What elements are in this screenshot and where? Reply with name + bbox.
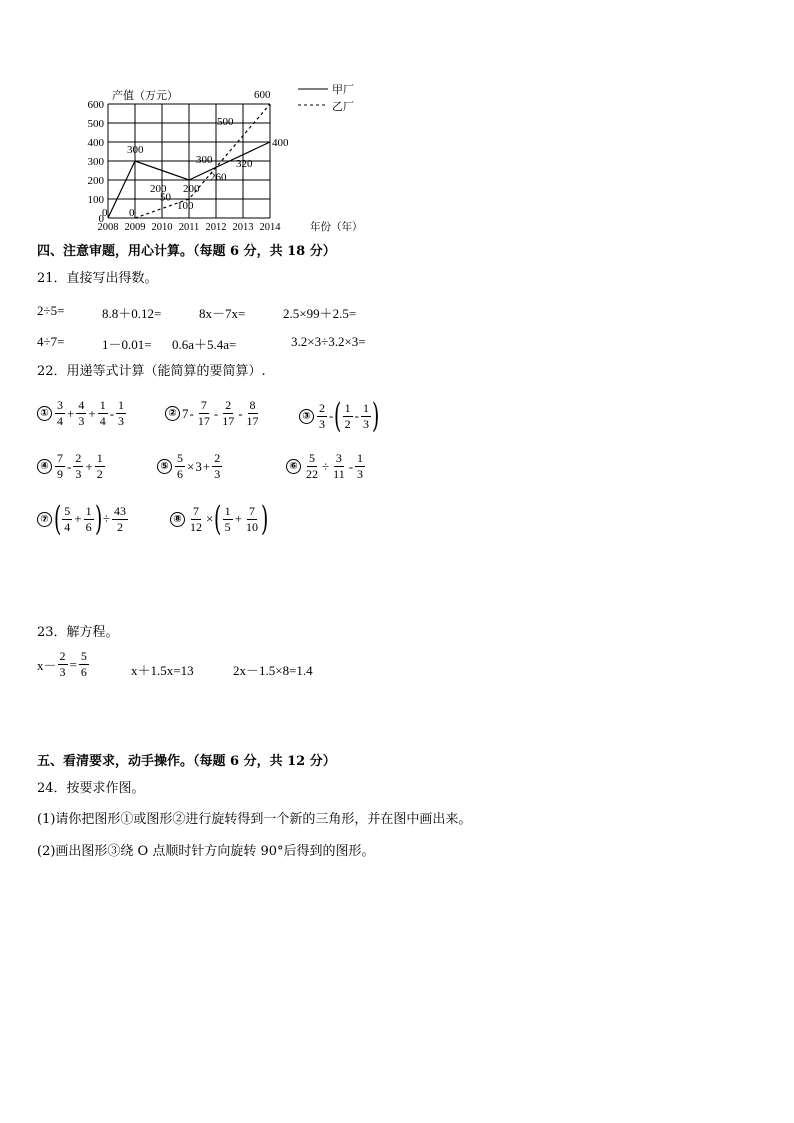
data-label: 300: [127, 144, 144, 156]
y-tick-label: 300: [87, 156, 104, 168]
q24-part-2: (2)画出图形③绕 O 点顺时针方向旋转 90°后得到的图形。: [37, 844, 375, 859]
marker-4: ④: [37, 459, 52, 474]
q22-expr-6: ⑥ $\frac{5}{22}$ ÷ $\frac{3}{11}$ - $\frac{1}{3}$: [286, 452, 366, 481]
legend-label-jia: 甲厂: [332, 84, 354, 96]
q22-expr-3: ③ $\frac{2}{3}$ - ( $\frac{1}{2}$ - $\frac{1}{3}$ ): [299, 399, 379, 433]
data-label: 200: [150, 183, 167, 195]
q22-title: 22．用递等式计算（能简算的要简算）.: [37, 364, 266, 379]
q21-title: 21．直接写出得数。: [37, 271, 158, 286]
y-tick-label: 400: [87, 137, 104, 149]
q22-expr-1: ① $\frac{3}{4}$ + $\frac{4}{3}$ + $\frac{1}{4}$ - $\frac{1}{3}$: [37, 399, 127, 428]
q21-item: 3.2×3÷3.2×3=: [291, 334, 366, 349]
q22-expr-7: ⑦ ( $\frac{5}{4}$ + $\frac{1}{6}$ ) ÷ $\frac{43}{2}$: [37, 502, 129, 536]
q22-expr-2: ② 7 - $\frac{7}{17}$ - $\frac{2}{17}$ - $\frac{8}{17}$: [165, 399, 262, 428]
x-tick-labels: [98, 222, 282, 233]
q21-item: 8.8＋0.12=: [102, 306, 162, 321]
x-tick-label: 2011: [178, 222, 200, 233]
section-5-title: 五、看清要求，动手操作。（每题 6 分，共 12 分）: [37, 754, 336, 769]
q23-eq-3: 2x－1.5×8=1.4: [233, 663, 313, 678]
data-label: 50: [160, 191, 171, 204]
data-label: 0: [129, 207, 135, 219]
x-axis-label: 年份（年）: [310, 222, 363, 233]
q21-item: 2.5×99＋2.5=: [283, 306, 357, 321]
legend: [298, 83, 354, 113]
data-label: 200: [183, 183, 200, 195]
legend-label-yi: 乙厂: [332, 101, 354, 113]
y-tick-label: 600: [87, 99, 104, 111]
q23-title: 23．解方程。: [37, 625, 119, 640]
q21-item: 8x－7x=: [199, 306, 246, 321]
marker-5: ⑤: [157, 459, 172, 474]
data-label: 260: [210, 171, 227, 184]
data-label: 300: [196, 154, 213, 166]
x-tick-label: 2013: [232, 222, 254, 233]
q21-item: 4÷7=: [37, 334, 65, 349]
y-tick-label: 0: [98, 213, 104, 225]
q21-item: 0.6a＋5.4a=: [172, 337, 237, 352]
data-label: 400: [272, 137, 289, 149]
q23-eq-1: x－ $\frac{2}{3}$ = $\frac{5}{6}$: [37, 649, 87, 679]
q23-eq-2: x＋1.5x=13: [131, 663, 194, 678]
q24-part-1: (1)请你把图形①或图形②进行旋转得到一个新的三角形，并在图中画出来。: [37, 812, 472, 827]
y-tick-label: 100: [87, 194, 104, 206]
y-axis-label: 产值（万元）: [112, 90, 178, 102]
q21-item: 2÷5=: [37, 303, 65, 318]
q22-expr-8: ⑧ $\frac{7}{12}$ × ( $\frac{1}{5}$ + $\frac{7}{10}$ ): [170, 502, 268, 536]
y-tick-label: 200: [87, 175, 104, 187]
data-label: 320: [236, 158, 253, 171]
q22-expr-5: ⑤ $\frac{5}{6}$ × 3 + $\frac{2}{3}$: [157, 452, 223, 481]
x-tick-label: 2014: [259, 222, 281, 233]
marker-2: ②: [165, 406, 180, 421]
marker-3: ③: [299, 409, 314, 424]
line-chart: [80, 80, 380, 238]
section-4-title: 四、注意审题，用心计算。（每题 6 分，共 18 分）: [37, 244, 336, 259]
q21-item: 1－0.01=: [102, 337, 152, 352]
marker-6: ⑥: [286, 459, 301, 474]
data-label: 600: [254, 89, 271, 101]
q22-expr-4: ④ $\frac{7}{9}$ - $\frac{2}{3}$ + $\frac{1}{2}$: [37, 452, 106, 481]
x-tick-label: 2010: [151, 222, 173, 233]
x-tick-label: 2012: [205, 222, 227, 233]
data-label: 0: [102, 207, 108, 219]
x-tick-label: 2009: [124, 222, 146, 233]
x-tick-label: 2008: [97, 222, 119, 233]
marker-8: ⑧: [170, 512, 185, 527]
marker-7: ⑦: [37, 512, 52, 527]
data-label: 500: [217, 116, 234, 128]
q24-title: 24．按要求作图。: [37, 781, 145, 796]
y-tick-label: 500: [87, 118, 104, 130]
marker-1: ①: [37, 406, 52, 421]
data-label: 100: [177, 200, 194, 212]
